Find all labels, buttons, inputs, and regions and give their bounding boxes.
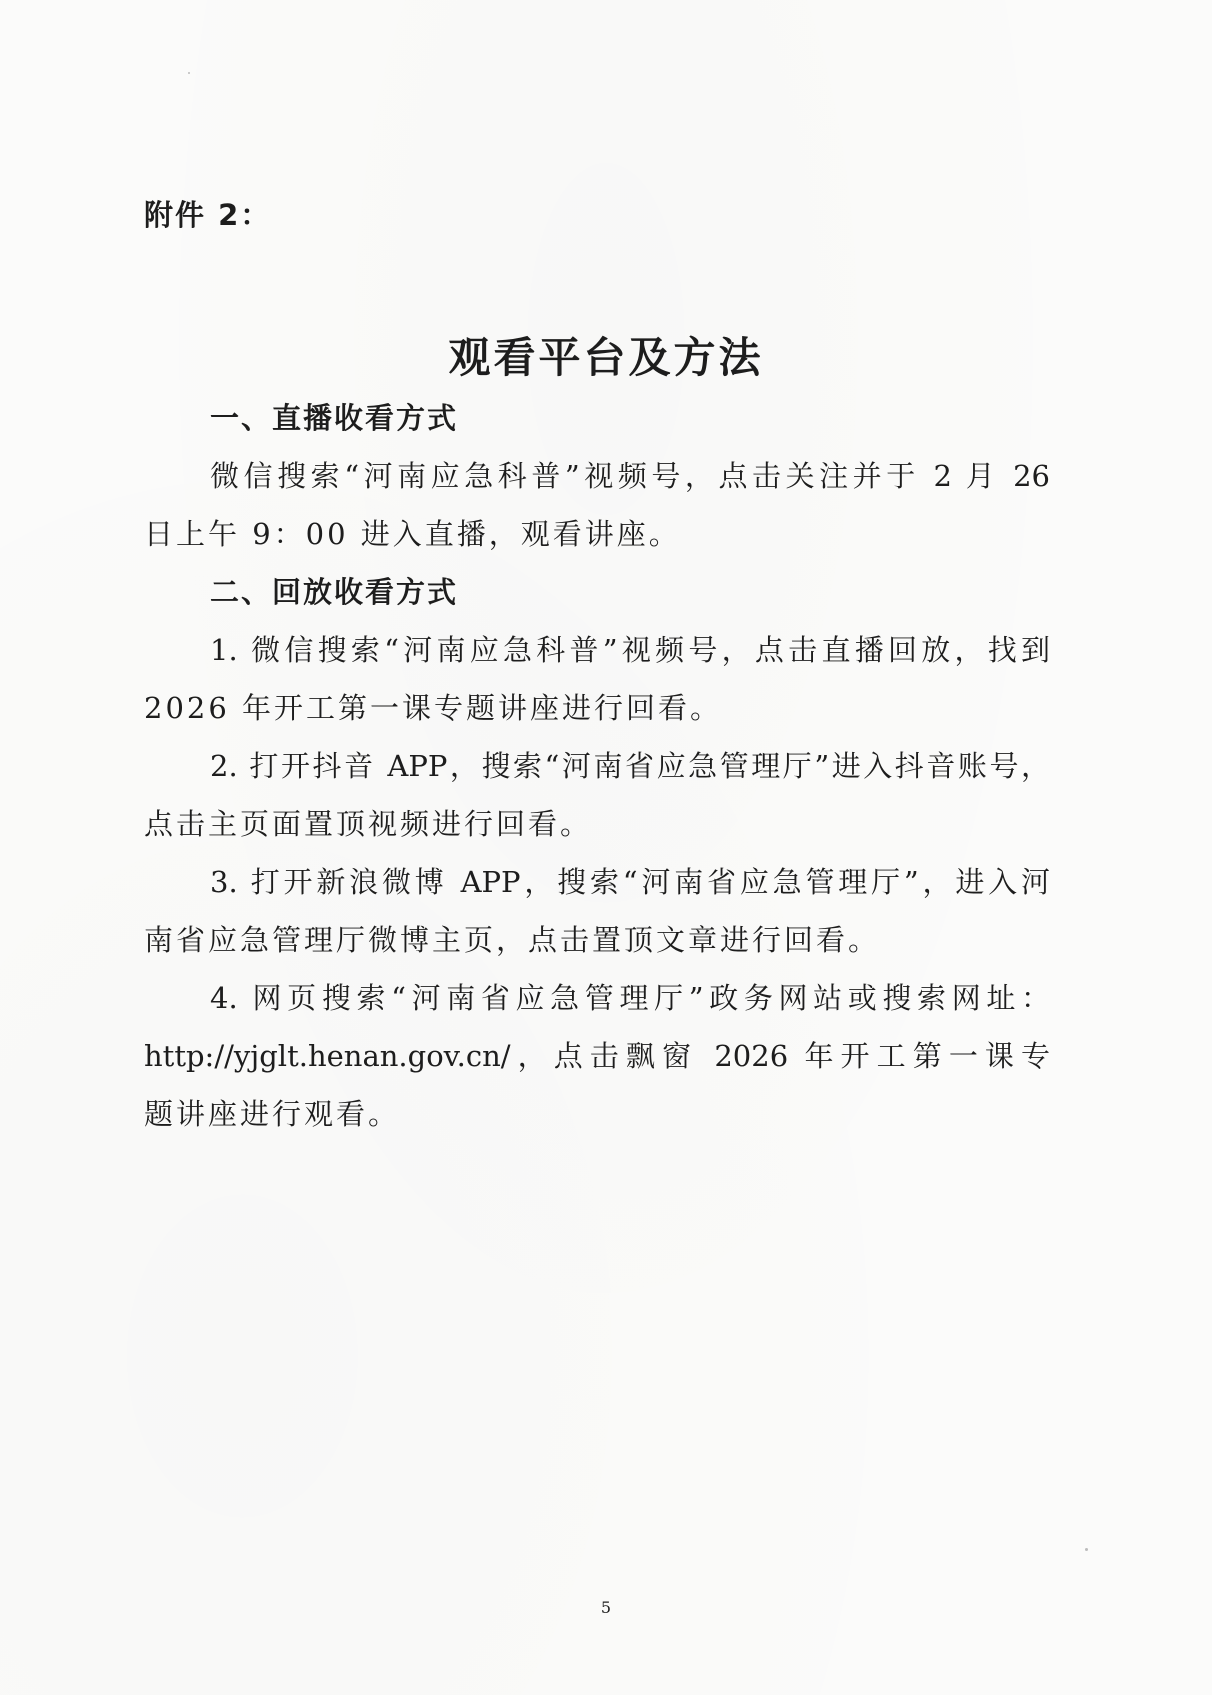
replay-item-3-line-2: 南省应急管理厅微博主页，点击置顶文章进行回看。 <box>144 923 881 957</box>
replay-item-4-line-1: 4. 网页搜索“河南省应急管理厅”政务网站或搜索网址： <box>210 981 1050 1015</box>
section-heading-live: 一、直播收看方式 <box>210 401 459 435</box>
replay-item-2-line-1: 2. 打开抖音 APP，搜索“河南省应急管理厅”进入抖音账号， <box>210 749 1050 783</box>
replay-item-1-line-2: 2026 年开工第一课专题讲座进行回看。 <box>144 691 723 725</box>
page-number: 5 <box>600 1598 612 1617</box>
live-paragraph-line-1: 微信搜索“河南应急科普”视频号，点击关注并于 2 月 26 <box>210 459 1050 493</box>
scan-speck <box>1085 1548 1088 1551</box>
document-title: 观看平台及方法 <box>448 333 764 382</box>
replay-item-2-line-2: 点击主页面置顶视频进行回看。 <box>144 807 593 841</box>
section-heading-replay: 二、回放收看方式 <box>210 575 459 609</box>
attachment-label: 附件 2： <box>144 198 272 232</box>
scan-speck <box>188 72 190 74</box>
live-paragraph-line-2: 日上午 9：00 进入直播，观看讲座。 <box>144 517 681 551</box>
replay-item-4-line-3: 题讲座进行观看。 <box>144 1097 401 1131</box>
replay-item-1-line-1: 1. 微信搜索“河南应急科普”视频号，点击直播回放，找到 <box>210 633 1050 667</box>
replay-item-4-line-2: http://yjglt.henan.gov.cn/，点击飘窗 2026 年开工第一课专 <box>144 1039 1050 1073</box>
replay-item-3-line-1: 3. 打开新浪微博 APP，搜索“河南省应急管理厅”，进入河 <box>210 865 1050 899</box>
